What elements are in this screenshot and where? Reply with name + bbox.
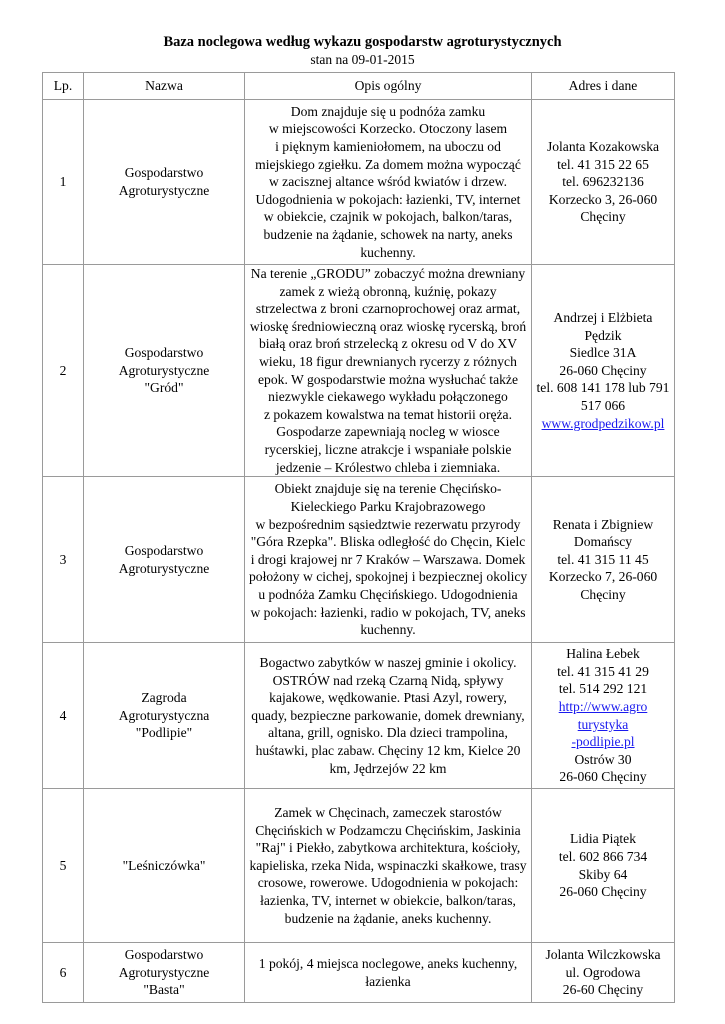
- farm-address: [532, 100, 675, 265]
- address-line: 26-60 Chęciny: [562, 982, 644, 998]
- name-line: "Leśniczówka": [122, 857, 206, 873]
- address-line: tel. 602 866 734: [558, 849, 648, 865]
- address-line: tel. 41 315 11 45: [557, 551, 649, 567]
- desc-line: 1 pokój, 4 miejsca noclegowe, aneks kuchenny,: [258, 956, 518, 972]
- address-line: Skiby 64: [578, 866, 628, 882]
- table-row: [43, 100, 675, 265]
- farm-address: [532, 265, 675, 477]
- desc-line: kuchenny.: [360, 244, 416, 260]
- desc-line: quady, bezpieczne parkowanie, domek drewniany,: [251, 707, 525, 723]
- desc-line: "Góra Rzepka". Bliska odległość do Chęcin, Kielc: [250, 534, 526, 550]
- desc-line: Chęcińskich w Podzamczu Chęcińskim, Jaskinia: [255, 822, 521, 838]
- desc-line: jedzenie – Królestwo chleba i ziemniaka.: [275, 459, 501, 475]
- desc-line: kajakowe, wędkowanie. Ptasi Azyl, rowery,: [269, 690, 507, 706]
- desc-line: i drogi krajowej nr 7 Kraków – Warszawa. Domek: [250, 551, 526, 567]
- desc-line: łazienka: [365, 973, 411, 989]
- document-date: stan na 09-01-2015: [310, 52, 415, 67]
- farm-address: [532, 477, 675, 643]
- table-row: [43, 477, 675, 643]
- desc-line: u podnóża Zamku Chęcińskiego. Udogodnienia: [258, 587, 518, 603]
- address-line: Andrzej i Elżbieta: [553, 309, 653, 325]
- address-line: 26-060 Chęciny: [559, 884, 647, 900]
- name-line: Agroturystyczne: [118, 964, 210, 980]
- desc-line: strzelectwa z broni czarnoprochowej oraz armat,: [255, 301, 521, 317]
- farm-address: [532, 943, 675, 1003]
- name-line: Agroturystyczna: [118, 707, 210, 723]
- desc-line: i pięknym kamieniołomem, na uboczu od: [275, 139, 501, 155]
- name-line: "Gród": [144, 380, 184, 396]
- row-number: 3: [43, 477, 84, 643]
- column-header-name: Nazwa: [84, 73, 245, 100]
- website-link[interactable]: -podlipie.pl: [571, 734, 635, 750]
- row-number: 5: [43, 789, 84, 943]
- farm-name: [84, 943, 245, 1003]
- desc-line: Dom znajduje się u podnóża zamku: [290, 103, 486, 119]
- address-line: 517 066: [580, 397, 626, 413]
- name-line: "Basta": [143, 982, 185, 998]
- desc-line: łazienka, TV, internet w obiekcie, balkon/taras,: [260, 893, 516, 909]
- desc-line: Na terenie „GRODU” zobaczyć można drewniany: [250, 266, 526, 281]
- address-line: Chęciny: [580, 587, 626, 603]
- table-row: [43, 643, 675, 789]
- desc-line: Zamek w Chęcinach, zameczek starostów: [274, 805, 502, 821]
- address-line: Pędzik: [584, 327, 622, 343]
- desc-line: wieku, 18 figur drewnianych rycerzy z różnych: [259, 353, 517, 369]
- name-line: Gospodarstwo: [124, 345, 204, 361]
- farm-address: [532, 643, 675, 789]
- row-number: 4: [43, 643, 84, 789]
- name-line: Gospodarstwo: [124, 947, 204, 963]
- desc-line: miejskiego zgiełku. Za domem można wypocząć: [255, 156, 521, 172]
- document-title: Baza noclegowa według wykazu gospodarstw agroturystycznych: [163, 34, 562, 50]
- desc-line: "Raj" i Piekło, zabytkowa architektura, kościoły,: [255, 840, 521, 856]
- desc-line: budzenie na żądanie, aneks kuchenny.: [284, 910, 492, 926]
- name-line: Zagroda: [141, 690, 187, 706]
- desc-line: crosowe, rowerowe. Udogodnienia w pokojach:: [257, 875, 519, 891]
- agrotourism-table: [42, 72, 675, 1003]
- row-number: 6: [43, 943, 84, 1003]
- name-line: Gospodarstwo: [124, 165, 204, 181]
- address-line: tel. 41 315 22 65: [557, 156, 649, 172]
- desc-line: km, Jędrzejów 22 km: [329, 760, 447, 776]
- website-link[interactable]: www.grodpedzikow.pl: [541, 415, 665, 431]
- address-line: tel. 608 141 178 lub 791: [536, 380, 670, 396]
- row-number: 2: [43, 265, 84, 477]
- farm-name: [84, 789, 245, 943]
- desc-line: w zacisznej altance wśród kwiatów i drzew.: [268, 174, 508, 190]
- table-row: [43, 943, 675, 1003]
- name-line: Agroturystyczne: [118, 183, 210, 198]
- address_bottom-line: 26-060 Chęciny: [559, 769, 647, 785]
- column-header-description: Opis ogólny: [245, 73, 532, 100]
- address-line: Korzecko 3, 26-060: [548, 191, 658, 207]
- desc-line: Udogodnienia w pokojach: łazienki, TV, internet: [255, 191, 521, 207]
- desc-line: Bogactwo zabytków w naszej gminie i okolicy.: [259, 655, 517, 671]
- desc-line: Kieleckiego Parku Krajobrazowego: [290, 499, 486, 515]
- desc-line: rycerskiej, liczne atrakcje i wspaniałe polskie: [264, 441, 512, 457]
- desc-line: w bezpośrednim sąsiedztwie rezerwatu przyrody: [255, 516, 521, 532]
- table-row: [43, 265, 675, 477]
- address-line: Siedlce 31A: [569, 345, 637, 361]
- desc-line: budzenie na żądanie, schowek na narty, aneks: [263, 226, 513, 242]
- address-line: 26-060 Chęciny: [559, 362, 647, 378]
- desc-line: epok. W gospodarstwie można wysłuchać także: [258, 371, 518, 387]
- address_bottom-line: Ostrów 30: [574, 751, 632, 767]
- farm-name: [84, 643, 245, 789]
- address_top-line: tel. 514 292 121: [558, 681, 648, 697]
- desc-line: niezwykle ciekawego wykładu połączonego: [268, 389, 508, 405]
- desc-line: położony w cichej, spokojnej i bezpiecznej okolicy: [249, 569, 528, 585]
- column-header-lp: Lp.: [43, 73, 84, 100]
- desc-line: w obiekcie, czajnik w pokojach, balkon/taras,: [263, 209, 513, 225]
- farm-description: [245, 477, 532, 643]
- address-line: Lidia Piątek: [569, 831, 637, 847]
- name-line: Agroturystyczne: [118, 560, 210, 576]
- column-header-address: Adres i dane: [532, 73, 675, 100]
- desc-line: w pokojach: łazienki, radio w pokojach, TV, aneks: [250, 604, 526, 620]
- table-header-row: [43, 73, 675, 100]
- name-line: Gospodarstwo: [124, 543, 204, 559]
- desc-line: wioskę średniowieczną oraz wioskę rycerską, broń: [249, 318, 527, 334]
- desc-line: huśtawki, plac zabaw. Chęciny 12 km, Kielce 20: [255, 743, 521, 759]
- farm-name: [84, 477, 245, 643]
- website-link[interactable]: http://www.agro: [558, 699, 648, 715]
- address_top-line: Halina Łebek: [566, 646, 640, 662]
- desc-line: Obiekt znajduje się na terenie Chęcińsko-: [274, 481, 502, 497]
- address-line: Chęciny: [580, 209, 626, 225]
- desc-line: zamek z wieżą obronną, kuźnię, pokazy: [279, 283, 497, 299]
- desc-line: kapieliska, rzeka Nida, wspinaczki skałkowe, trasy: [249, 857, 527, 873]
- name-line: Agroturystyczne: [118, 362, 210, 378]
- address-line: Domańscy: [573, 534, 633, 550]
- farm-description: [245, 100, 532, 265]
- desc-line: białą oraz broń strzelecką z okresu od V do XV: [258, 336, 518, 352]
- farm-address: [532, 789, 675, 943]
- farm-description: [245, 943, 532, 1003]
- desc-line: altana, grill, ognisko. Dla dzieci trampolina,: [268, 725, 508, 741]
- farm-description: [245, 643, 532, 789]
- address-line: Korzecko 7, 26-060: [548, 569, 658, 585]
- address-line: ul. Ogrodowa: [565, 964, 641, 980]
- desc-line: kuchenny.: [360, 622, 416, 638]
- farm-description: [245, 265, 532, 477]
- farm-name: [84, 265, 245, 477]
- address-line: Jolanta Wilczkowska: [545, 947, 661, 963]
- table-row: [43, 789, 675, 943]
- desc-line: w miejscowości Korzecko. Otoczony lasem: [268, 121, 508, 137]
- desc-line: OSTRÓW nad rzeką Czarną Nidą, spływy: [272, 672, 504, 688]
- row-number: 1: [43, 100, 84, 265]
- desc-line: Gospodarze zapewniają nocleg w wiosce: [276, 424, 500, 440]
- website-link[interactable]: turystyka: [577, 716, 629, 732]
- address-line: Renata i Zbigniew: [552, 516, 654, 532]
- address-line: tel. 696232136: [562, 174, 644, 190]
- desc-line: z pokazem kowalstwa na temat historii oręża.: [264, 406, 512, 422]
- address_top-line: tel. 41 315 41 29: [557, 663, 649, 679]
- farm-name: [84, 100, 245, 265]
- farm-description: [245, 789, 532, 943]
- name-line: "Podlipie": [135, 725, 193, 741]
- address-line: Jolanta Kozakowska: [546, 139, 660, 155]
